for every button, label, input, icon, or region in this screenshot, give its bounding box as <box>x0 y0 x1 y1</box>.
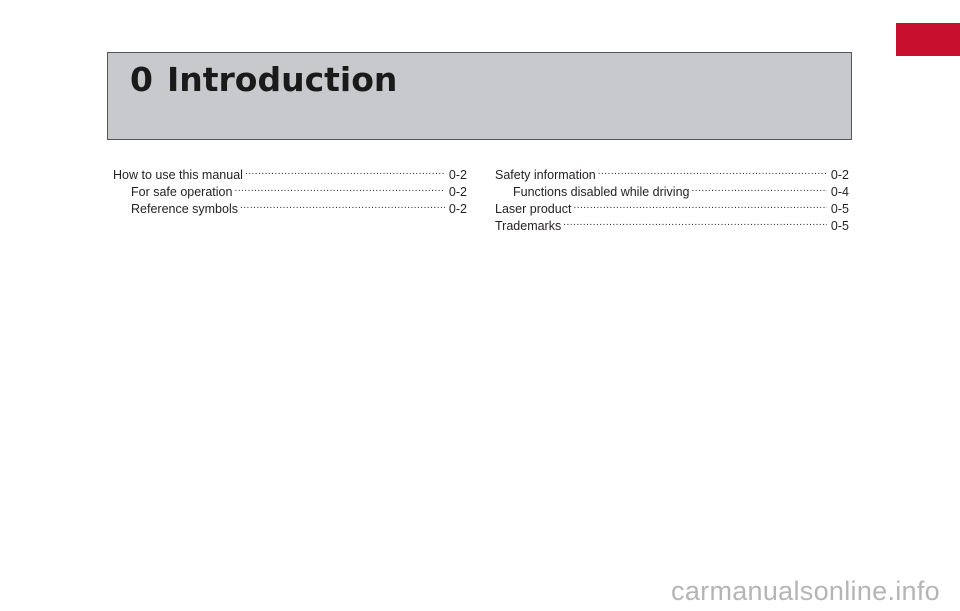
toc-label: How to use this manual <box>113 168 243 182</box>
toc-leader <box>240 196 445 213</box>
toc-leader <box>691 179 826 196</box>
watermark: carmanualsonline.info <box>671 576 940 606</box>
chapter-number: 0 <box>130 60 153 99</box>
toc-page: 0-2 <box>448 185 467 199</box>
toc-page: 0-4 <box>830 185 849 199</box>
toc-page: 0-2 <box>448 202 467 216</box>
toc-label: Functions disabled while driving <box>513 185 690 199</box>
chapter-title-text: Introduction <box>166 60 398 99</box>
toc-label: For safe operation <box>131 185 233 199</box>
toc-right-column <box>495 162 849 233</box>
toc-page: 0-5 <box>830 202 849 216</box>
toc-leader <box>573 196 826 213</box>
toc-label: Reference symbols <box>131 202 238 216</box>
chapter-header <box>107 52 852 140</box>
toc-label: Safety information <box>495 168 596 182</box>
toc-leader <box>563 213 827 230</box>
toc-page: 0-2 <box>830 168 849 182</box>
toc-entry-how-to-use[interactable] <box>113 162 467 182</box>
chapter-tab <box>896 23 960 56</box>
toc-label: Laser product <box>495 202 572 216</box>
toc-page: 0-5 <box>830 219 849 233</box>
toc-leader <box>245 162 445 179</box>
toc-left-column <box>113 162 467 216</box>
toc-leader <box>598 162 827 179</box>
toc-label: Trademarks <box>495 219 562 233</box>
toc-page: 0-2 <box>448 168 467 182</box>
toc-entry-safety-information[interactable] <box>495 162 849 182</box>
toc-leader <box>234 179 444 196</box>
chapter-title <box>130 59 397 101</box>
